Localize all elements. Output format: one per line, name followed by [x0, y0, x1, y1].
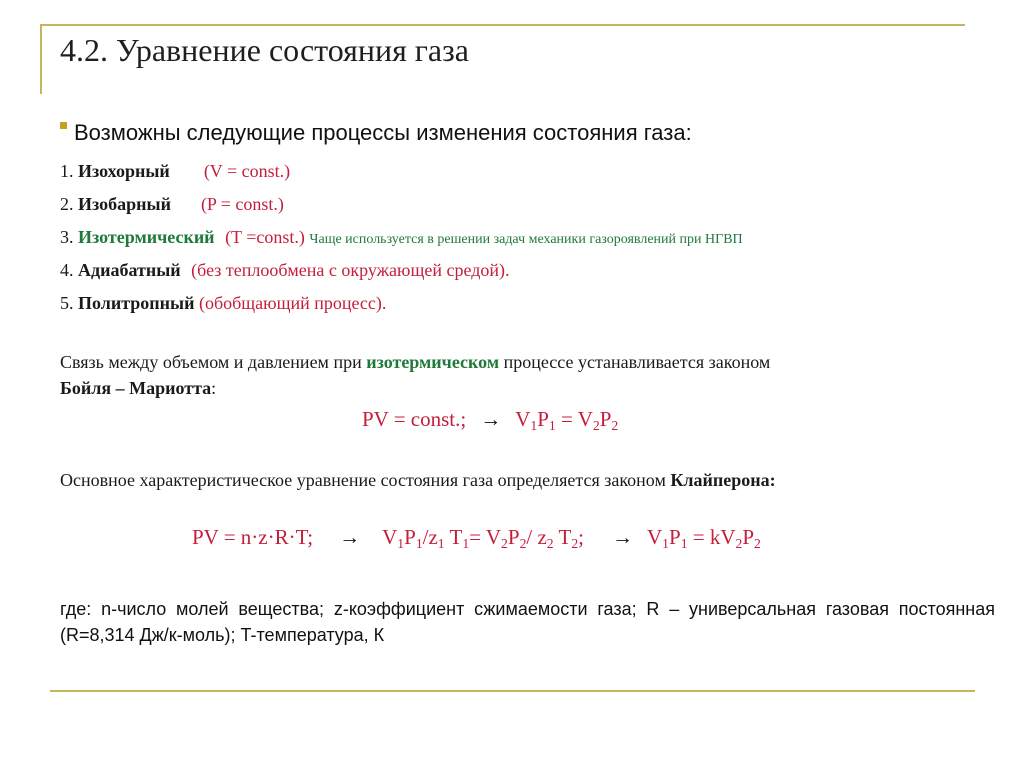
formula-part: / z	[526, 525, 547, 549]
process-number: 1.	[60, 161, 74, 181]
process-name: Политропный	[78, 293, 195, 313]
formula-part: P	[599, 407, 612, 431]
intro-line	[60, 120, 692, 146]
boyle-law-text	[60, 352, 770, 373]
formula-subscript: 1	[462, 536, 470, 552]
formula-subscript: 1	[680, 536, 688, 552]
formula-part: V	[647, 525, 663, 549]
formula-subscript: 2	[611, 418, 619, 434]
clapeyron-law-name: Клайперона:	[670, 470, 776, 490]
formula-subscript: 1	[397, 536, 405, 552]
formula-subscript: 1	[548, 418, 556, 434]
bottom-divider	[50, 690, 975, 692]
formula-part: = V	[469, 525, 502, 549]
formula-part: ;	[578, 525, 584, 549]
formula-subscript: 2	[519, 536, 527, 552]
formula-subscript: 2	[501, 536, 508, 552]
process-item-isothermal	[60, 227, 743, 248]
boyle-keyword: изотермическом	[366, 352, 500, 372]
top-divider	[40, 24, 965, 26]
right-arrow-icon: →	[480, 407, 502, 431]
formula-part: T	[444, 525, 463, 549]
formula-subscript: 2	[754, 536, 761, 552]
left-accent-line	[40, 24, 42, 94]
boyle-text-post: процессе устанавливается законом	[503, 352, 771, 372]
formula-part: V	[577, 407, 593, 431]
formula-part: PV = n·z·R·T;	[192, 525, 314, 549]
boyle-law-name: Бойля – Мариотта	[60, 378, 212, 398]
formula-part: P	[742, 525, 755, 549]
process-condition: (обобщающий процесс).	[198, 293, 387, 313]
variables-definition: где: n-число молей вещества; z-коэффициент сжимаемости газа; R – универсальная газовая постоянная (R=8,314 Дж/к-моль); T-температура, К	[60, 599, 995, 645]
process-condition: (V = const.)	[203, 161, 291, 181]
process-item-isochoric	[60, 161, 290, 182]
formula-part: P	[404, 525, 416, 549]
boyle-colon: :	[211, 378, 217, 398]
right-arrow-icon: →	[339, 525, 361, 549]
clapeyron-formula	[192, 525, 761, 550]
formula-part: V	[515, 407, 531, 431]
process-item-adiabatic	[60, 260, 510, 281]
process-name: Адиабатный	[78, 260, 181, 280]
formula-subscript: 2	[592, 418, 600, 434]
slide-title: 4.2. Уравнение состояния газа	[60, 32, 469, 68]
right-arrow-icon: →	[612, 525, 633, 549]
formula-subscript: 2	[546, 536, 554, 552]
process-name: Изотермический	[78, 227, 215, 247]
process-note: Чаще используется в решении задач механики газороявлений при НГВП	[309, 232, 743, 247]
formula-subscript: 1	[662, 536, 669, 552]
formula-part: /z	[422, 525, 438, 549]
process-item-polytropic	[60, 293, 386, 314]
process-item-isobaric	[60, 194, 284, 215]
formula-part: P	[669, 525, 681, 549]
formula-subscript: 1	[530, 418, 538, 434]
process-number: 5.	[60, 293, 74, 313]
formula-subscript: 2	[571, 536, 579, 552]
process-condition: (без теплообмена с окружающей средой).	[191, 260, 510, 280]
boyle-formula	[362, 407, 618, 432]
process-number: 2.	[60, 194, 74, 214]
formula-part: V	[382, 525, 398, 549]
formula-subscript: 1	[437, 536, 445, 552]
formula-part: P	[507, 525, 520, 549]
process-name: Изобарный	[78, 194, 171, 214]
process-condition: (P = const.)	[200, 194, 284, 214]
formula-subscript: 2	[735, 536, 743, 552]
intro-text: Возможны следующие процессы изменения состояния газа:	[74, 120, 692, 145]
clapeyron-text-pre: Основное характеристическое уравнение состояния газа определяется законом	[60, 470, 666, 490]
process-name: Изохорный	[78, 161, 170, 181]
clapeyron-law-text	[60, 470, 776, 491]
formula-part: PV = const.;	[362, 407, 467, 431]
formula-part: = kV	[687, 525, 736, 549]
formula-part: T	[553, 525, 572, 549]
formula-part: P	[537, 407, 549, 431]
process-number: 4.	[60, 260, 74, 280]
formula-part: =	[555, 407, 578, 431]
boyle-text-pre: Связь между объемом и давлением при	[60, 352, 362, 372]
boyle-law-name-line	[60, 378, 216, 399]
square-bullet-icon	[60, 122, 67, 129]
formula-subscript: 1	[415, 536, 423, 552]
process-number: 3.	[60, 227, 74, 247]
process-condition: (T =const.)	[225, 227, 305, 247]
